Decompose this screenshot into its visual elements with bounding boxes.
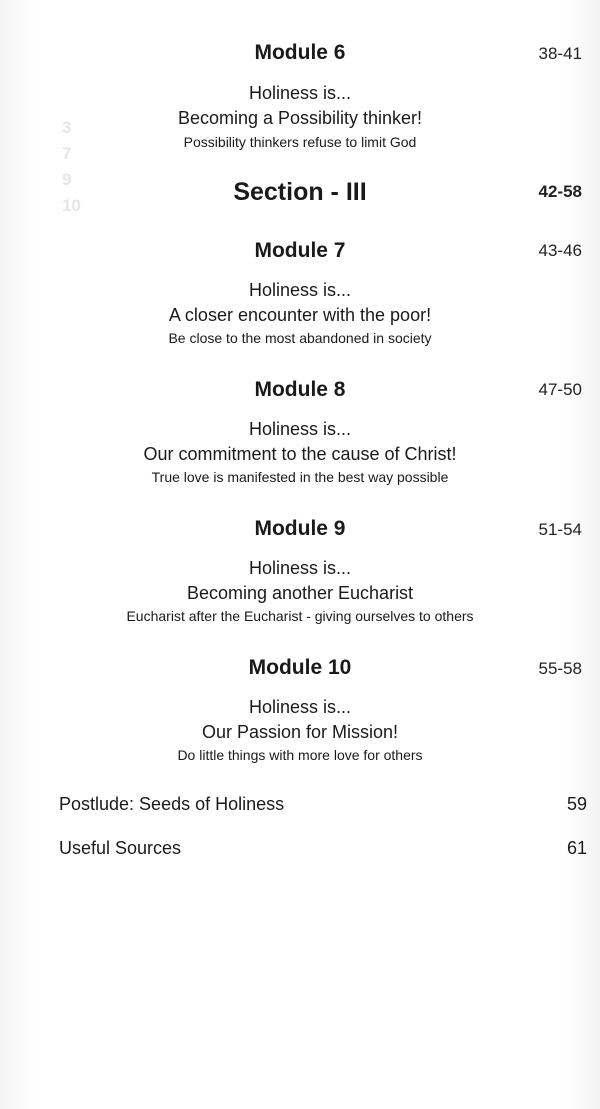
module-title: Becoming a Possibility thinker! — [177, 108, 423, 128]
module-lead: Holiness is... — [248, 419, 352, 439]
section-page-range: 42-58 — [538, 182, 582, 201]
module-tagline: Eucharist after the Eucharist - giving ourselves to others — [126, 608, 474, 624]
module-heading: Module 7 — [254, 239, 346, 262]
toc-entry-label: Postlude: Seeds of Holiness — [59, 794, 285, 814]
module-title: A closer encounter with the poor! — [168, 305, 432, 325]
toc-entry-label: Useful Sources — [59, 838, 182, 858]
bleed-through-mark: 10 — [62, 196, 81, 215]
bleed-through-mark: 7 — [62, 144, 72, 163]
module-heading: Module 8 — [254, 378, 346, 401]
toc-entry-postlude — [59, 794, 587, 815]
module-heading: Module 10 — [248, 656, 352, 679]
module-page-range: 47-50 — [538, 380, 582, 399]
bleed-through-mark: 9 — [62, 170, 72, 189]
bleed-through-mark: 3 — [62, 118, 72, 137]
module-heading: Module 9 — [254, 517, 346, 540]
module-tagline: Do little things with more love for others — [177, 747, 423, 763]
module-page-range: 43-46 — [538, 241, 582, 260]
module-lead: Holiness is... — [248, 558, 352, 578]
module-lead: Holiness is... — [248, 280, 352, 300]
module-tagline: Be close to the most abandoned in society — [168, 330, 432, 346]
module-lead: Holiness is... — [248, 83, 352, 103]
module-page-range: 51-54 — [538, 520, 582, 539]
module-page-range: 38-41 — [538, 44, 582, 63]
toc-entry-page: 61 — [566, 838, 587, 858]
module-title: Our Passion for Mission! — [201, 722, 399, 742]
module-title: Becoming another Eucharist — [186, 583, 414, 603]
module-title: Our commitment to the cause of Christ! — [143, 444, 457, 464]
module-page-range: 55-58 — [538, 659, 582, 678]
module-lead: Holiness is... — [248, 697, 352, 717]
toc-entry-page: 59 — [566, 794, 587, 814]
toc-entry-useful-sources — [59, 838, 587, 859]
module-heading: Module 6 — [254, 41, 346, 64]
module-tagline: True love is manifested in the best way possible — [151, 469, 449, 485]
section-heading: Section - III — [233, 178, 367, 206]
module-tagline: Possibility thinkers refuse to limit God — [183, 134, 417, 150]
